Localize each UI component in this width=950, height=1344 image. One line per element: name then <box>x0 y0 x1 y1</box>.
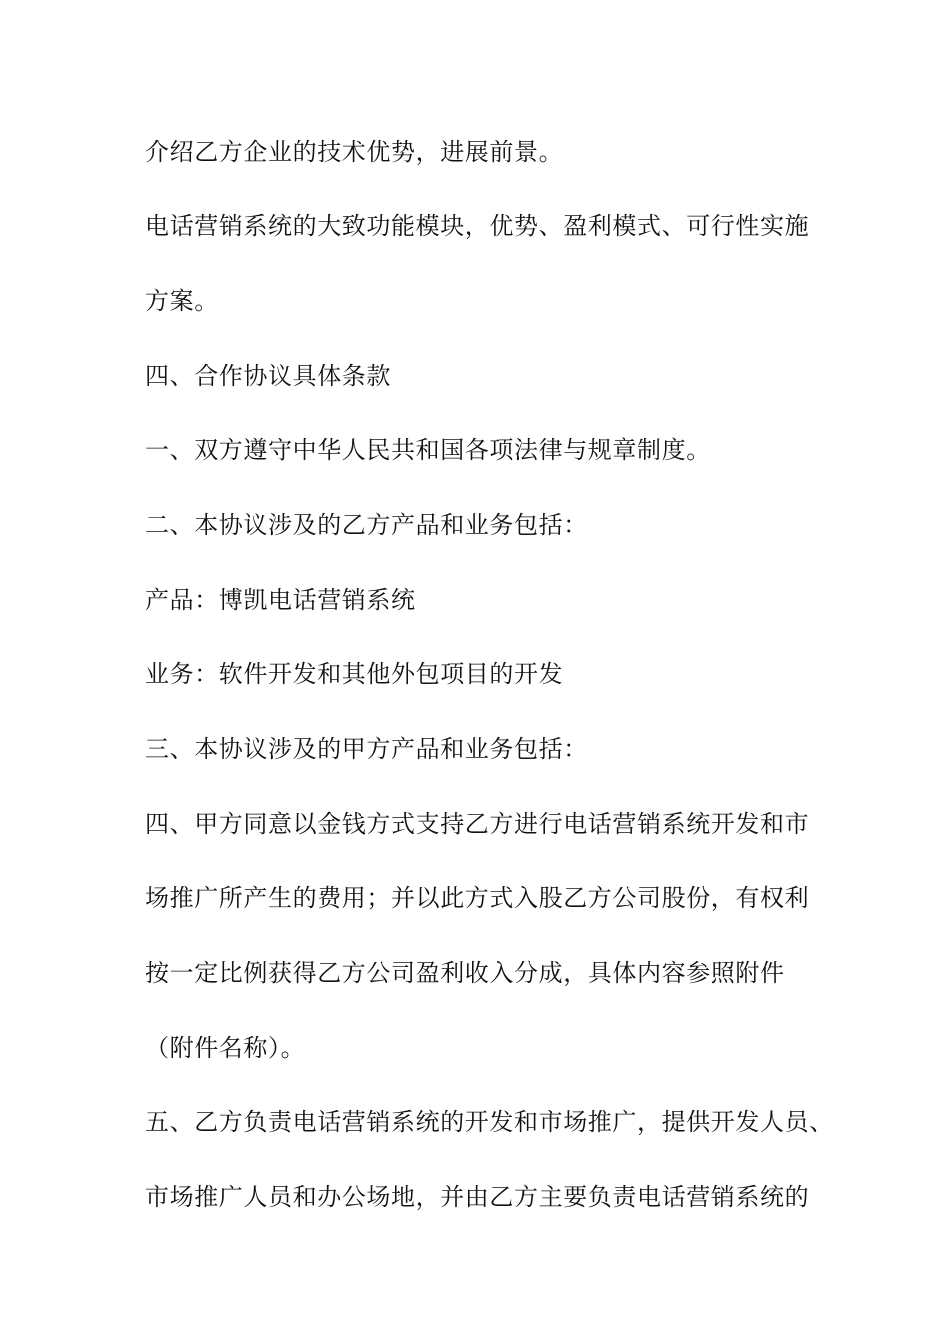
clause-line: 四、甲方同意以金钱方式支持乙方进行电话营销系统开发和市 <box>145 810 810 838</box>
clause-line: 五、乙方负责电话营销系统的开发和市场推广，提供开发人员、 <box>145 1108 834 1136</box>
paragraph-line: 电话营销系统的大致功能模块，优势、盈利模式、可行性实施 <box>145 212 810 240</box>
paragraph-line: （附件名称）。 <box>145 1034 306 1062</box>
clause-line: 一、双方遵守中华人民共和国各项法律与规章制度。 <box>145 436 711 464</box>
paragraph-line: 产品：博凯电话营销系统 <box>145 586 416 614</box>
clause-line: 二、本协议涉及的乙方产品和业务包括： <box>145 511 588 539</box>
paragraph-line: 方案。 <box>145 287 219 315</box>
section-heading: 四、合作协议具体条款 <box>145 362 391 390</box>
paragraph-line: 场推广所产生的费用；并以此方式入股乙方公司股份，有权利 <box>145 884 810 912</box>
paragraph-line: 业务：软件开发和其他外包项目的开发 <box>145 660 564 688</box>
clause-line: 三、本协议涉及的甲方产品和业务包括： <box>145 735 588 763</box>
paragraph-line: 市场推广人员和办公场地，并由乙方主要负责电话营销系统的 <box>145 1183 810 1211</box>
paragraph-line: 按一定比例获得乙方公司盈利收入分成，具体内容参照附件 <box>145 959 785 987</box>
paragraph-line: 介绍乙方企业的技术优势，进展前景。 <box>145 138 564 166</box>
